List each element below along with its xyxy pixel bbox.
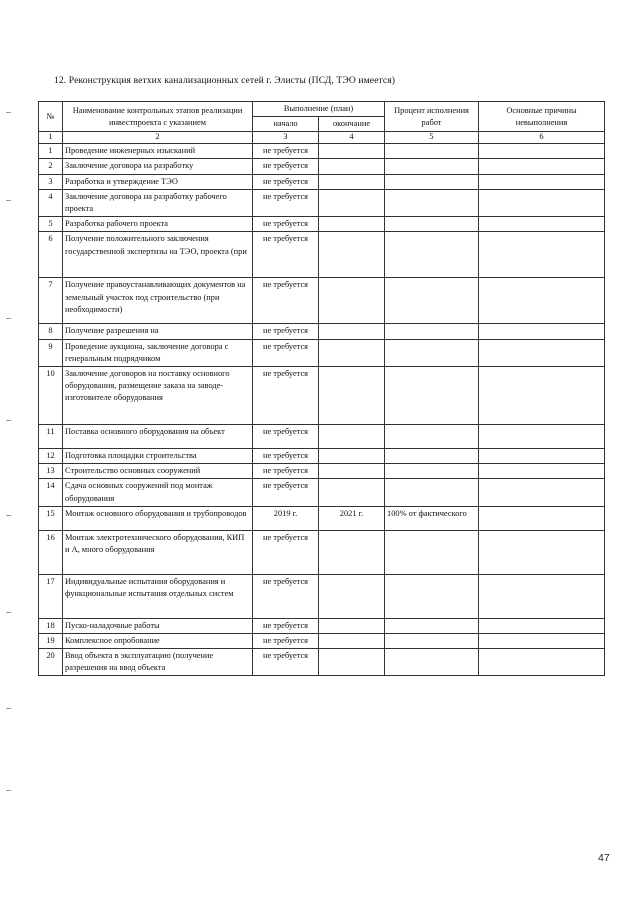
row-number: 5 [39, 217, 63, 232]
row-start: не требуется [253, 232, 319, 278]
row-stage: Индивидуальные испытания оборудования и функциональные испытания отдельных систем [63, 574, 253, 618]
row-start: не требуется [253, 144, 319, 159]
table-row [39, 530, 605, 574]
row-start: не требуется [253, 633, 319, 648]
row-number: 10 [39, 366, 63, 424]
row-stage: Разработка рабочего проекта [63, 217, 253, 232]
row-end [319, 424, 385, 448]
row-number: 2 [39, 159, 63, 174]
row-number: 8 [39, 324, 63, 339]
row-percent [385, 159, 479, 174]
header-percent: Процент исполнения работ [385, 102, 479, 132]
scan-mark [6, 318, 11, 319]
row-end: 2021 г. [319, 506, 385, 530]
row-stage: Заключение договоров на поставку основного оборудования, размещение заказа на заводе-изготовителе оборудования [63, 366, 253, 424]
row-end [319, 530, 385, 574]
table-row [39, 278, 605, 324]
row-reasons [479, 464, 605, 479]
row-reasons [479, 144, 605, 159]
row-start: не требуется [253, 366, 319, 424]
row-start: не требуется [253, 174, 319, 189]
column-number: 5 [385, 132, 479, 144]
row-end [319, 159, 385, 174]
table-row [39, 618, 605, 633]
page-number: 47 [598, 852, 610, 864]
header-number: № [39, 102, 63, 132]
row-stage: Сдача основных сооружений под монтаж оборудования [63, 479, 253, 506]
table-row [39, 649, 605, 676]
table-row [39, 479, 605, 506]
row-percent [385, 530, 479, 574]
row-percent [385, 464, 479, 479]
row-reasons [479, 506, 605, 530]
row-stage: Пуско-наладочные работы [63, 618, 253, 633]
row-stage: Поставка основного оборудования на объект [63, 424, 253, 448]
column-number: 6 [479, 132, 605, 144]
row-start: не требуется [253, 159, 319, 174]
header-stage: Наименование контрольных этапов реализации инвестпроекта с указанием [63, 102, 253, 132]
row-percent [385, 633, 479, 648]
investment-stages-table [38, 101, 605, 676]
table-row [39, 633, 605, 648]
row-percent [385, 189, 479, 216]
table-row [39, 144, 605, 159]
row-reasons [479, 448, 605, 463]
table-row [39, 339, 605, 366]
row-end [319, 464, 385, 479]
row-stage: Заключение договора на разработку [63, 159, 253, 174]
column-number: 3 [253, 132, 319, 144]
table-row [39, 366, 605, 424]
row-reasons [479, 530, 605, 574]
row-stage: Подготовка площадки строительства [63, 448, 253, 463]
row-stage: Получение правоустанавливающих документов на земельный участок под строительство (при необходимости) [63, 278, 253, 324]
row-reasons [479, 159, 605, 174]
row-end [319, 232, 385, 278]
scan-mark [6, 790, 11, 791]
row-start: не требуется [253, 189, 319, 216]
table-row [39, 159, 605, 174]
row-start: не требуется [253, 649, 319, 676]
scan-mark [6, 515, 11, 516]
table-row [39, 217, 605, 232]
row-start: не требуется [253, 464, 319, 479]
table-row [39, 324, 605, 339]
table-row [39, 232, 605, 278]
row-number: 19 [39, 633, 63, 648]
row-reasons [479, 339, 605, 366]
row-percent [385, 424, 479, 448]
row-percent [385, 366, 479, 424]
table-row [39, 174, 605, 189]
row-start: не требуется [253, 448, 319, 463]
row-stage: Строительство основных сооружений [63, 464, 253, 479]
header-execution-plan: Выполнение (план) [253, 102, 385, 117]
row-number: 16 [39, 530, 63, 574]
row-number: 11 [39, 424, 63, 448]
row-percent [385, 232, 479, 278]
row-end [319, 448, 385, 463]
scan-mark [6, 200, 11, 201]
row-start: не требуется [253, 574, 319, 618]
row-number: 6 [39, 232, 63, 278]
row-number: 12 [39, 448, 63, 463]
row-end [319, 339, 385, 366]
header-end: окончание [319, 117, 385, 132]
row-start: не требуется [253, 339, 319, 366]
row-percent [385, 574, 479, 618]
row-percent [385, 479, 479, 506]
row-start: не требуется [253, 217, 319, 232]
row-percent [385, 324, 479, 339]
column-number: 2 [63, 132, 253, 144]
row-reasons [479, 574, 605, 618]
scan-mark [6, 420, 11, 421]
row-number: 3 [39, 174, 63, 189]
row-number: 18 [39, 618, 63, 633]
row-end [319, 217, 385, 232]
table-row [39, 189, 605, 216]
row-stage: Ввод объекта в эксплуатацию (получение разрешения на ввод объекта [63, 649, 253, 676]
row-reasons [479, 217, 605, 232]
row-end [319, 618, 385, 633]
row-reasons [479, 633, 605, 648]
row-start: не требуется [253, 424, 319, 448]
row-reasons [479, 189, 605, 216]
row-number: 13 [39, 464, 63, 479]
row-end [319, 649, 385, 676]
scan-mark [6, 112, 11, 113]
scan-mark [6, 708, 11, 709]
row-number: 1 [39, 144, 63, 159]
row-start: не требуется [253, 530, 319, 574]
row-stage: Монтаж основного оборудования и трубопроводов [63, 506, 253, 530]
row-start: не требуется [253, 618, 319, 633]
row-end [319, 278, 385, 324]
row-stage: Проведение инженерных изысканий [63, 144, 253, 159]
row-percent [385, 278, 479, 324]
row-stage: Заключение договора на разработку рабочего проекта [63, 189, 253, 216]
table-row [39, 448, 605, 463]
row-start: не требуется [253, 324, 319, 339]
row-percent [385, 339, 479, 366]
row-reasons [479, 479, 605, 506]
row-end [319, 633, 385, 648]
row-end [319, 479, 385, 506]
row-end [319, 574, 385, 618]
row-reasons [479, 366, 605, 424]
row-reasons [479, 618, 605, 633]
row-percent [385, 144, 479, 159]
row-number: 14 [39, 479, 63, 506]
table-row [39, 464, 605, 479]
row-number: 20 [39, 649, 63, 676]
row-end [319, 324, 385, 339]
table-row [39, 574, 605, 618]
row-start: не требуется [253, 278, 319, 324]
header-reasons: Основные причины невыполнения [479, 102, 605, 132]
row-percent [385, 448, 479, 463]
row-percent [385, 649, 479, 676]
row-end [319, 366, 385, 424]
row-reasons [479, 324, 605, 339]
row-stage: Получение положительного заключения государственной экспертизы на ТЭО, проекта (при [63, 232, 253, 278]
row-number: 7 [39, 278, 63, 324]
column-number: 4 [319, 132, 385, 144]
row-reasons [479, 649, 605, 676]
row-reasons [479, 278, 605, 324]
row-percent [385, 217, 479, 232]
row-percent: 100% от фактического [385, 506, 479, 530]
row-end [319, 144, 385, 159]
row-stage: Комплексное опробование [63, 633, 253, 648]
column-numbers-row [39, 132, 605, 144]
document-title: 12. Реконструкция ветхих канализационных сетей г. Элисты (ПСД, ТЭО имеется) [54, 75, 396, 86]
row-start: не требуется [253, 479, 319, 506]
row-stage: Проведение аукциона, заключение договора с генеральным подрядчиком [63, 339, 253, 366]
row-start: 2019 г. [253, 506, 319, 530]
row-stage: Разработка и утверждение ТЭО [63, 174, 253, 189]
column-number: 1 [39, 132, 63, 144]
row-percent [385, 174, 479, 189]
table-row [39, 506, 605, 530]
row-end [319, 174, 385, 189]
row-percent [385, 618, 479, 633]
row-end [319, 189, 385, 216]
row-reasons [479, 174, 605, 189]
header-start: начало [253, 117, 319, 132]
row-stage: Монтаж электротехнического оборудования, КИП и А, много оборудования [63, 530, 253, 574]
row-reasons [479, 232, 605, 278]
row-number: 9 [39, 339, 63, 366]
row-reasons [479, 424, 605, 448]
table-row [39, 424, 605, 448]
row-number: 17 [39, 574, 63, 618]
scan-mark [6, 612, 11, 613]
row-number: 15 [39, 506, 63, 530]
row-number: 4 [39, 189, 63, 216]
row-stage: Получение разрешения на [63, 324, 253, 339]
